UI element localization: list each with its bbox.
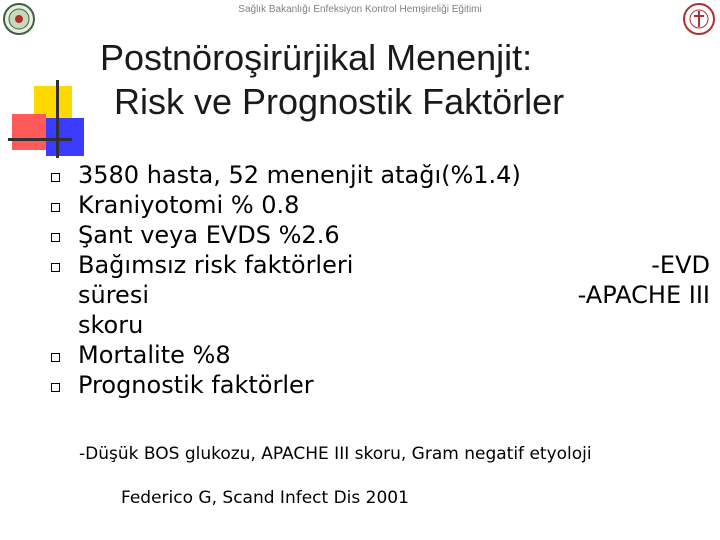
horizontal-line [8,138,72,141]
bullet-text: Kraniyotomi % 0.8 [78,191,300,219]
continuation-text: skoru [78,311,144,339]
continuation-right-text: -APACHE III [577,281,710,309]
bullet-item [50,340,710,370]
bullet-square-icon [51,173,60,182]
ministry-seal-icon [2,2,36,36]
title-line-2: Risk ve Prognostik Faktörler [114,81,565,122]
vertical-line [56,80,59,158]
bullet-square-icon [51,383,60,392]
slide-title [100,36,700,124]
bullet-text: 3580 hasta, 52 menenjit atağı(%1.4) [78,161,521,189]
bullet-text: Bağımsız risk faktörleri [78,251,354,279]
bullet-square-icon [51,353,60,362]
continuation-line [50,280,710,310]
hospital-emblem-icon [682,2,716,36]
continuation-line [50,310,710,340]
bullet-square-icon [51,263,60,272]
title-line-1: Postnöroşirürjikal Menenjit: [100,37,533,78]
continuation-text: süresi [78,281,149,309]
bullet-item [50,370,710,400]
bullet-square-icon [51,203,60,212]
bullet-text: Mortalite %8 [78,341,231,369]
bullet-text: Şant veya EVDS %2.6 [78,221,340,249]
bullet-item [50,160,710,190]
prognostic-factors-detail: -Düşük BOS glukozu, APACHE III skoru, Gram negatif etyoloji [79,444,592,464]
bullet-item [50,250,710,280]
bullet-right-text: -EVD [651,251,710,279]
bullet-square-icon [51,233,60,242]
bullet-item [50,190,710,220]
header-text: Sağlık Bakanlığı Enfeksiyon Kontrol Hemşireliği Eğitimi [238,4,482,15]
bullet-text: Prognostik faktörler [78,371,314,399]
decorative-squares [8,78,86,158]
citation: Federico G, Scand Infect Dis 2001 [121,488,409,508]
blue-square [46,118,84,156]
bullet-list [50,160,710,400]
red-square [12,114,46,150]
bullet-item [50,220,710,250]
